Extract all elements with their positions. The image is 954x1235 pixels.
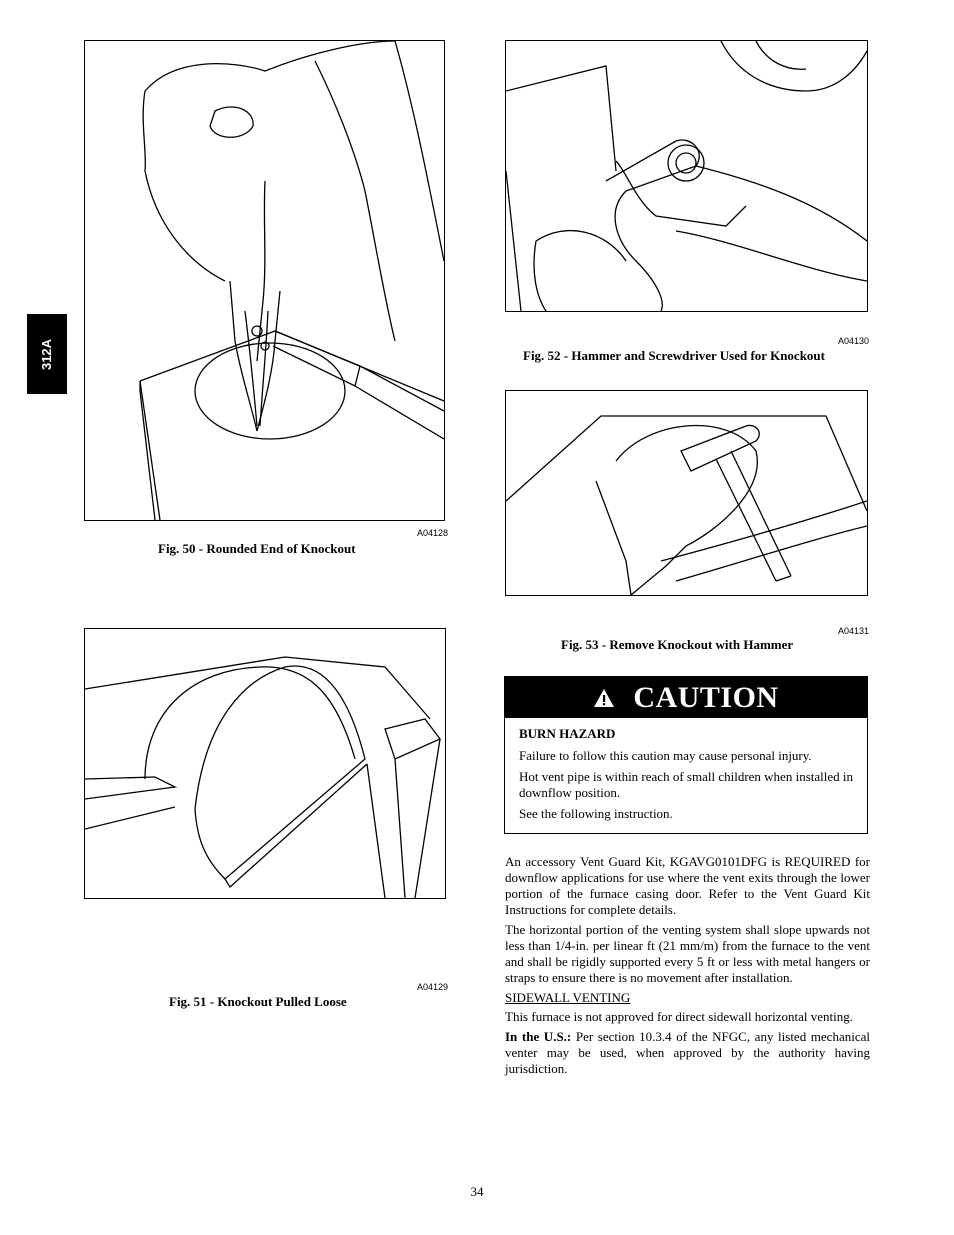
figure-51-caption: Fig. 51 - Knockout Pulled Loose xyxy=(169,994,347,1009)
caution-hazard: BURN HAZARD xyxy=(519,726,616,741)
figure-50-code: A04128 xyxy=(417,528,449,538)
figure-50-caption: Fig. 50 - Rounded End of Knockout xyxy=(158,541,356,556)
section-heading-sidewall: SIDEWALL VENTING xyxy=(505,990,631,1005)
caution-line: See the following instruction. xyxy=(519,806,673,821)
caution-line: Hot vent pipe is within reach of small children when installed in downflow position. xyxy=(519,769,853,800)
paragraph-us-text: Per section 10.3.4 of the NFGC, any listed mechanical venter may be used, when approved by the authority having jurisdiction. xyxy=(505,1029,870,1076)
caution-header xyxy=(505,677,867,718)
caution-line: Failure to follow this caution may cause personal injury. xyxy=(519,748,812,763)
caution-title: CAUTION xyxy=(633,680,779,714)
figure-51-code: A04129 xyxy=(417,982,449,992)
paragraph-us xyxy=(505,1029,870,1077)
figure-53-caption: Fig. 53 - Remove Knockout with Hammer xyxy=(561,637,794,652)
side-tab-label: 312A xyxy=(39,338,55,370)
figure-52-caption: Fig. 52 - Hammer and Screwdriver Used for Knockout xyxy=(523,348,825,363)
paragraph-us-label: In the U.S.: xyxy=(505,1029,572,1044)
page-number: 34 xyxy=(470,1184,484,1199)
caution-box xyxy=(504,676,868,834)
side-tab xyxy=(27,314,67,394)
paragraph-sidewall: This furnace is not approved for direct sidewall horizontal venting. xyxy=(505,1009,854,1024)
figure-53-illustration xyxy=(505,390,868,596)
figure-51-illustration xyxy=(84,628,446,899)
figure-52-code: A04130 xyxy=(838,336,870,346)
figure-53-code: A04131 xyxy=(838,626,870,636)
body-text xyxy=(505,854,870,1081)
figure-52-illustration xyxy=(505,40,868,312)
warning-triangle-icon xyxy=(593,688,615,708)
paragraph-vent-guard: An accessory Vent Guard Kit, KGAVG0101DFG is REQUIRED for downflow applications for use where the vent exits through the lower portion of the furnace casing door. Refer to the Vent Guard Kit Instructions for complete details. xyxy=(505,854,870,917)
figure-50-illustration xyxy=(84,40,445,521)
paragraph-horizontal-venting: The horizontal portion of the venting system shall slope upwards not less than 1/4-in. per linear ft (21 mm/m) from the furnace to the vent and shall be rigidly supported every 5 ft or less with metal hangers or straps to ensure there is no movement after installation. xyxy=(505,922,870,985)
